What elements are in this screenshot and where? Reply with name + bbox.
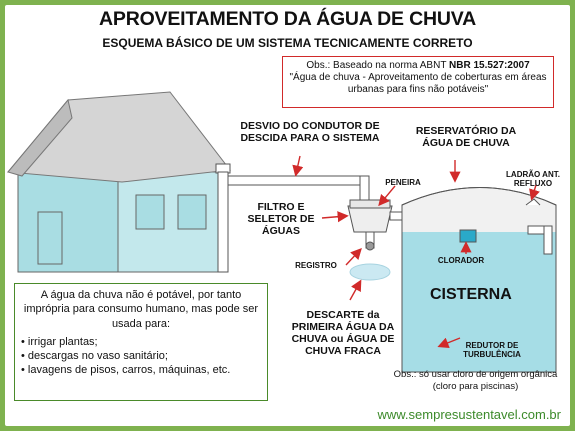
norm-note-prefix: Obs.: Baseado na norma ABNT	[306, 60, 450, 71]
norm-note-box	[282, 56, 554, 108]
label-clorador: CLORADOR	[437, 256, 485, 265]
label-desvio: DESVIO DO CONDUTOR DE DESCIDA PARA O SISTEMA	[240, 120, 380, 145]
label-peneira: PENEIRA	[385, 178, 421, 187]
website-link[interactable]: www.sempresustentavel.com.br	[377, 407, 561, 422]
usage-item: • lavagens de pisos, carros, máquinas, etc.	[21, 364, 231, 377]
chlorine-note: Obs.: só usar cloro de origem orgânica (cloro para piscinas)	[393, 369, 558, 392]
house-window-1	[136, 195, 164, 229]
usage-note-intro: A água da chuva não é potável, por tanto imprópria para consumo humano, mas pode ser usada para:	[23, 289, 259, 330]
norm-note-code: NBR 15.527:2007	[449, 60, 530, 71]
usage-list	[21, 335, 261, 378]
page-subtitle: ESQUEMA BÁSICO DE UM SISTEMA TECNICAMENTE CORRETO	[102, 36, 473, 50]
label-descarte: DESCARTE da PRIMEIRA ÁGUA DA CHUVA ou ÁGUA DE CHUVA FRACA	[291, 309, 395, 358]
usage-note-box	[14, 283, 268, 401]
page-title: APROVEITAMENTO DA ÁGUA DE CHUVA	[99, 8, 476, 30]
usage-item: • irrigar plantas;	[21, 335, 98, 348]
discard-water	[350, 264, 390, 280]
house-window-2	[178, 195, 206, 229]
house	[8, 92, 230, 272]
label-ladrao: LADRÃO ANT. REFLUXO	[506, 170, 560, 189]
label-filtro: FILTRO E SELETOR DE ÁGUAS	[247, 201, 315, 238]
house-door	[38, 212, 62, 264]
norm-note-title: "Água de chuva - Aproveitamento de coberturas em áreas urbanas para fins não potáveis"	[289, 72, 547, 95]
label-registro: REGISTRO	[295, 261, 337, 270]
label-redutor: REDUTOR DE TURBULÊNCIA	[463, 341, 521, 360]
label-reservatorio: RESERVATÓRIO DA ÁGUA DE CHUVA	[415, 125, 517, 150]
label-cisterna: CISTERNA	[430, 286, 512, 303]
usage-item: • descargas no vaso sanitário;	[21, 350, 168, 363]
